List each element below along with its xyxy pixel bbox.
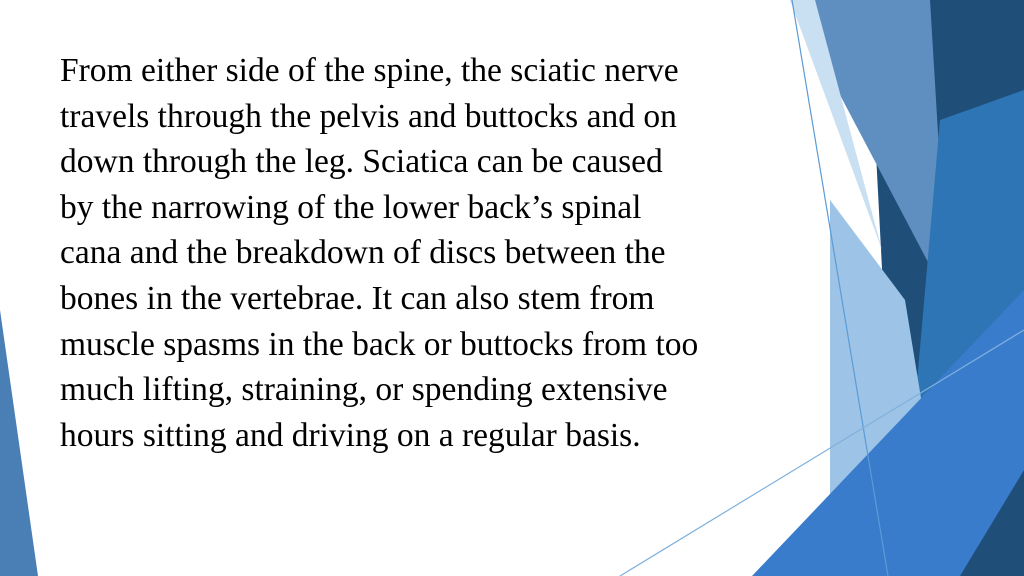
body-line: cana and the breakdown of discs between the xyxy=(60,234,666,272)
body-line: much lifting, straining, or spending extensive xyxy=(60,371,668,409)
body-line: travels through the pelvis and buttocks and on xyxy=(60,97,677,135)
body-line: muscle spasms in the back or buttocks from too xyxy=(60,325,699,363)
body-line: by the narrowing of the lower back’s spinal xyxy=(60,188,642,226)
body-line: From either side of the spine, the sciatic nerve xyxy=(60,52,679,89)
left-edge-shape xyxy=(0,310,38,576)
body-line: down through the leg. Sciatica can be caused xyxy=(60,143,663,181)
body-line: hours sitting and driving on a regular basis. xyxy=(60,416,641,454)
body-line: bones in the vertebrae. It can also stem from xyxy=(60,279,655,317)
slide-body-text xyxy=(60,48,800,458)
